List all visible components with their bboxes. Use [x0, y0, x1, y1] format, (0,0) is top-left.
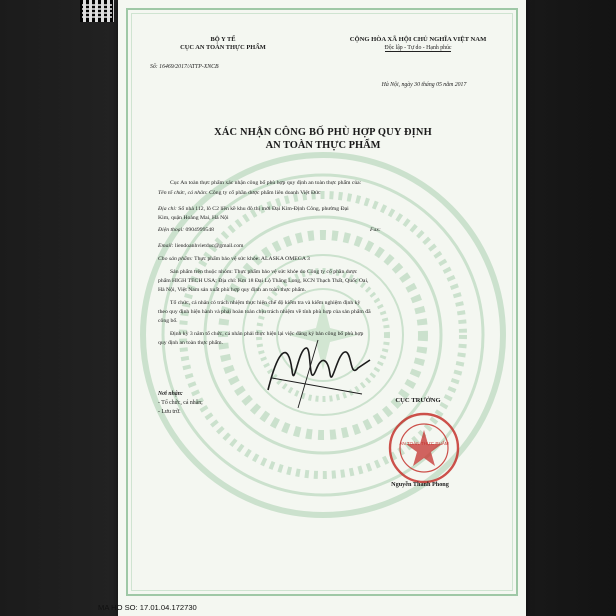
fax-label: Fax:	[370, 227, 381, 233]
recipient-item: - Tổ chức, cá nhân;	[158, 400, 203, 406]
motto-text: Độc lập - Tự do - Hạnh phúc	[384, 45, 452, 51]
paragraph1-line3: Hà Nội, Việt Nam sản xuất phù hợp quy định an toàn thực phẩm.	[158, 287, 306, 293]
certificate-document	[118, 0, 526, 616]
signatory-title: CỤC TRƯỞNG	[395, 397, 441, 404]
product-label: Cho sản phẩm:	[158, 256, 193, 262]
phone-value: 0904999548	[185, 227, 214, 233]
organization-value: Công ty cổ phần dược phẩm liên doanh Việt Đức	[209, 190, 321, 196]
document-code-footer: MA HO SO: 17.01.04.172730	[98, 603, 197, 612]
issue-date: Hà Nội, ngày 30 tháng 05 năm 2017	[381, 82, 467, 88]
signatory-name: Nguyễn Thanh Phong	[391, 481, 449, 488]
national-motto	[328, 45, 508, 53]
paragraph3-line1: Định kỳ 3 năm tổ chức, cá nhân phải thực hiện lại việc đăng ký bản công bố phù hợp	[170, 331, 364, 337]
email-label: Email:	[158, 243, 174, 249]
paragraph1-line2: phẩm HIGH TECH USA; Địa chỉ: Km 18 Đại Lộ Thăng Long, KCN Thạch Thất, Quốc Oai,	[158, 278, 369, 284]
handwritten-signature	[258, 330, 378, 410]
seal-text: AN TOÀN THỰC PHẨM	[399, 441, 449, 446]
paragraph2-line3: công bố.	[158, 318, 178, 324]
paragraph3-line2: quy định an toàn thực phẩm.	[158, 340, 224, 346]
email-row	[158, 243, 498, 251]
paragraph1-line1: Sản phẩm trên thuộc nhóm: Thực phẩm bảo vệ sức khỏe do Công ty cổ phần dược	[170, 269, 358, 275]
paragraph2-line1: Tổ chức, cá nhân có trách nhiệm thực hiện chế độ kiểm tra và kiểm nghiệm định kỳ	[170, 300, 361, 306]
recipients-label: Nơi nhận:	[158, 391, 183, 397]
paragraph2-line2: theo quy định hiện hành và phải hoàn toàn chịu trách nhiệm về tính phù hợp của sản phẩm đã	[158, 309, 371, 315]
email-value: liendoanhvietduc@gmail.com	[174, 243, 244, 249]
product-row	[158, 256, 498, 264]
republic-name: CỘNG HÒA XÃ HỘI CHỦ NGHĨA VIỆT NAM	[349, 36, 487, 43]
address-value-2: Kim, quận Hoàng Mai, Hà Nội	[158, 215, 229, 221]
address-label: Địa chỉ:	[158, 206, 177, 212]
official-red-seal	[388, 412, 460, 484]
document-title-line2: AN TOÀN THỰC PHẨM	[265, 140, 381, 151]
organization-label: Tên tổ chức, cá nhân:	[158, 190, 208, 196]
phone-label: Điện thoại:	[158, 227, 185, 233]
organization-row	[158, 190, 498, 198]
address-value-1: Số nhà 112, lô C2 liền kề khu đô thị mới Đại Kim-Định Công, phường Đại	[178, 206, 349, 212]
document-title-line1: XÁC NHẬN CÔNG BỐ PHÙ HỢP QUY ĐỊNH	[214, 127, 432, 138]
qr-code-corner	[80, 0, 114, 22]
department-name: CỤC AN TOÀN THỰC PHẨM	[180, 44, 266, 51]
phone-row	[158, 227, 498, 235]
document-number: Số: 16469/2017/ATTP-XNCB	[150, 64, 219, 70]
address-row	[158, 206, 498, 214]
product-value: Thực phẩm bảo vệ sức khỏe: ALASKA OMEGA 3	[194, 256, 310, 262]
recipient-item: - Lưu trữ.	[158, 409, 181, 415]
intro-text: Cục An toàn thực phẩm xác nhận công bố phù hợp quy định an toàn thực phẩm của:	[170, 180, 362, 186]
ministry-name: BỘ Y TẾ	[210, 36, 236, 43]
